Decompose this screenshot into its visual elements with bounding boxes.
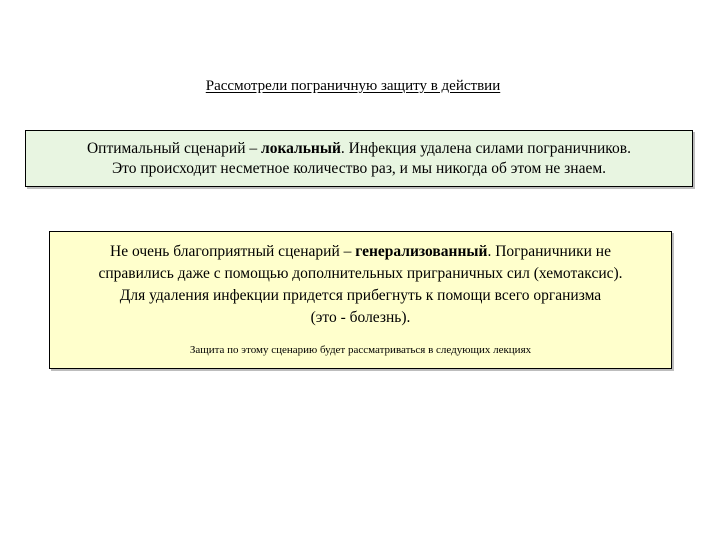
- local-scenario-line-2: Это происходит несметное количество раз, и мы никогда об этом не знаем.: [111, 160, 607, 177]
- generalized-scenario-keyword: генерализованный: [355, 243, 488, 260]
- local-scenario-suffix: . Инфекция удалена силами пограничников.: [340, 140, 631, 157]
- slide-title: Рассмотрели пограничную защиту в действии: [205, 78, 501, 94]
- generalized-scenario-prefix: Не очень благоприятный сценарий –: [110, 243, 356, 260]
- generalized-scenario-line-2: справились даже с помощью дополнительных приграничных сил (хемотаксис).: [98, 265, 623, 282]
- generalized-scenario-line-4: (это - болезнь).: [310, 309, 411, 326]
- lecture-note: Защита по этому сценарию будет рассматриваться в следующих лекциях: [189, 344, 532, 356]
- local-scenario-keyword: локальный: [261, 140, 341, 157]
- local-scenario-line-1: [26, 139, 692, 159]
- generalized-scenario-box: [49, 231, 672, 369]
- generalized-scenario-line-3: Для удаления инфекции придется прибегнуть к помощи всего организма: [119, 287, 602, 304]
- local-scenario-prefix: Оптимальный сценарий –: [86, 140, 262, 157]
- generalized-scenario-suffix: . Пограничники не: [487, 243, 611, 260]
- generalized-scenario-line-1: [50, 241, 671, 263]
- local-scenario-box: [25, 130, 693, 187]
